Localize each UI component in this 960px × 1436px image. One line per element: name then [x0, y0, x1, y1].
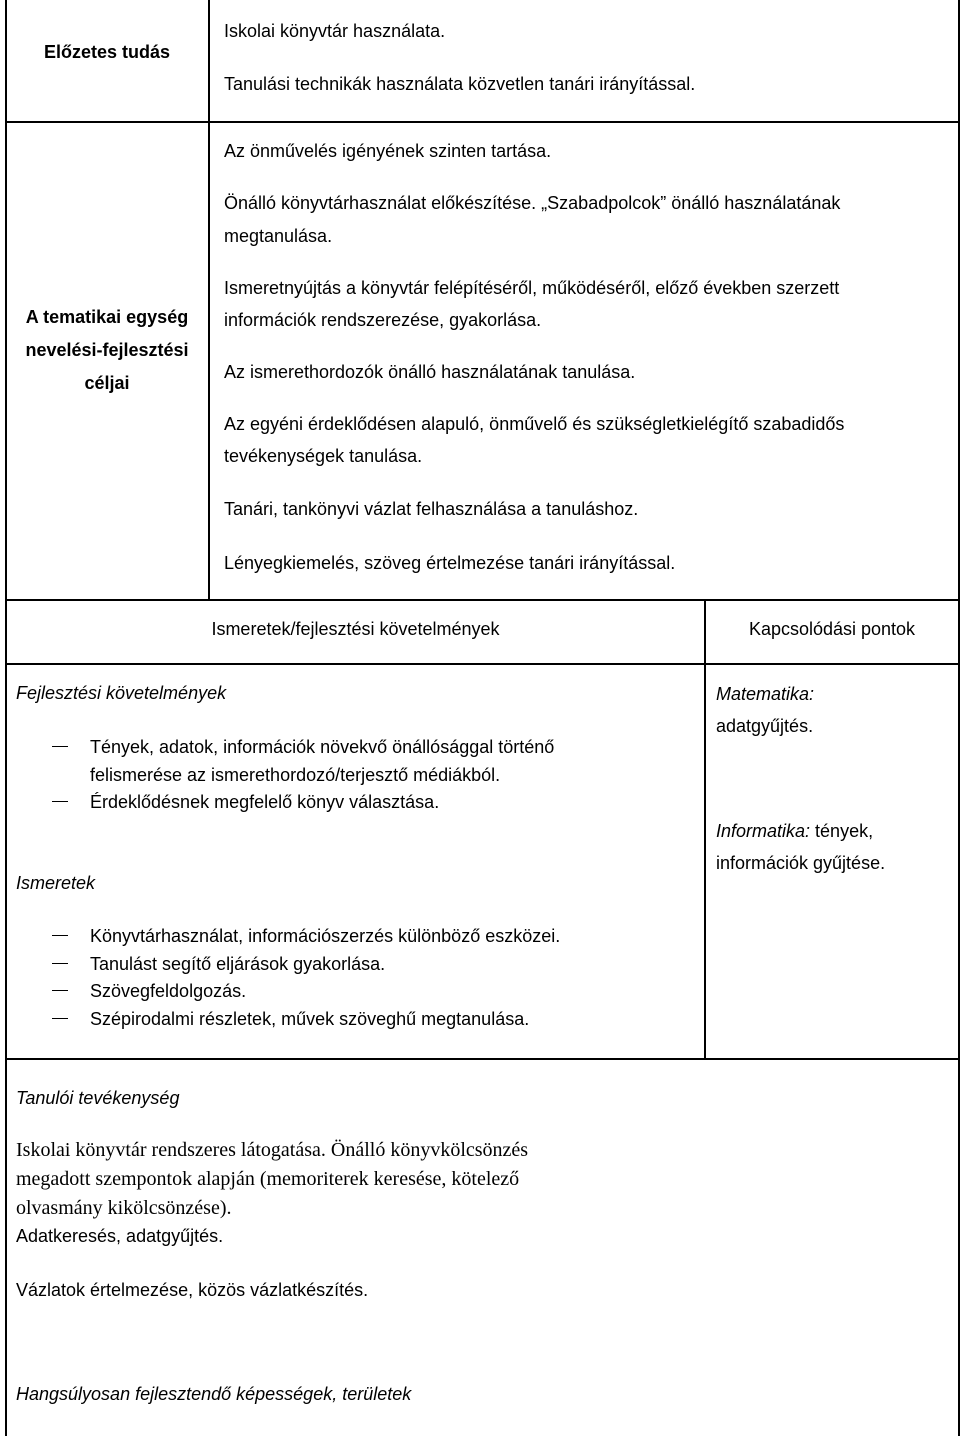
- adatkereses-text: Adatkeresés, adatgyűjtés.: [16, 1226, 224, 1246]
- fejlesztesi-kovetelmenyek-title: Fejlesztési követelmények: [16, 683, 227, 703]
- list-item: [90, 977, 246, 1005]
- matematika-label: Matematika:: [716, 684, 815, 704]
- dash-icon: [52, 990, 68, 991]
- cel-5a: Az egyéni érdeklődésen alapuló, önművelő és szükségletkielégítő szabadidős: [224, 414, 845, 434]
- list-item-text: Tények, adatok, információk növekvő önállósággal történő: [90, 737, 555, 757]
- tematikai-egyseg-label-2: nevelési-fejlesztési: [25, 340, 189, 360]
- dash-icon: [52, 801, 68, 802]
- bottom-table-top-border: [5, 599, 960, 601]
- informatika-text-b: információk gyűjtése.: [716, 853, 886, 873]
- dash-icon: [52, 1018, 68, 1019]
- list-item: [90, 922, 560, 950]
- list-item-text: Könyvtárhasználat, információszerzés különböző eszközei.: [90, 926, 561, 946]
- list-item: [90, 733, 554, 789]
- tanuloi-line-1: Iskolai könyvtár rendszeres látogatása. Önálló könyvkölcsönzés: [16, 1139, 529, 1161]
- cel-6: Tanári, tankönyvi vázlat felhasználása a tanuláshoz.: [224, 499, 639, 519]
- tanuloi-line-3: olvasmány kikölcsönzése).: [16, 1197, 232, 1219]
- top-table-divider: [208, 0, 210, 600]
- list-item: [90, 788, 439, 816]
- list-item: [90, 1005, 529, 1033]
- vazlatok-text: Vázlatok értelmezése, közös vázlatkészítés.: [16, 1280, 369, 1300]
- cel-2a: Önálló könyvtárhasználat előkészítése. „Szabadpolcok” önálló használatának: [224, 193, 841, 213]
- bottom-table-header-divider: [5, 663, 960, 665]
- ismeretek-title: Ismeretek: [16, 873, 96, 893]
- cel-5b: tevékenységek tanulása.: [224, 446, 423, 466]
- bottom-table-left-border: [5, 599, 7, 1436]
- hangsulyosan-title: Hangsúlyosan fejlesztendő képességek, területek: [16, 1384, 412, 1404]
- cel-1: Az önművelés igényének szinten tartása.: [224, 141, 552, 161]
- tanuloi-tevekenyseg-title: Tanulói tevékenység: [16, 1088, 180, 1108]
- cel-2b: megtanulása.: [224, 226, 333, 246]
- kapcsolodas-informatika: [716, 817, 873, 845]
- tematikai-egyseg-label-3: céljai: [84, 373, 130, 393]
- informatika-label: Informatika:: [716, 821, 811, 841]
- header-ismeretek: Ismeretek/fejlesztési követelmények: [211, 619, 500, 639]
- list-item-text: Szépirodalmi részletek, művek szöveghű megtanulása.: [90, 1009, 530, 1029]
- dash-icon: [52, 963, 68, 964]
- list-item-text: Tanulást segítő eljárások gyakorlása.: [90, 954, 386, 974]
- top-table-row-divider: [5, 121, 960, 123]
- list-item-text: felismerése az ismerethordozó/terjesztő médiákból.: [90, 765, 501, 785]
- cel-7: Lényegkiemelés, szöveg értelmezése tanári irányítással.: [224, 553, 676, 573]
- header-kapcsolodasi-pontok: Kapcsolódási pontok: [748, 619, 916, 639]
- informatika-text-a: tények,: [810, 821, 874, 841]
- list-item-text: Szövegfeldolgozás.: [90, 981, 247, 1001]
- dash-icon: [52, 746, 68, 747]
- dash-icon: [52, 935, 68, 936]
- bottom-table-section-divider: [5, 1058, 960, 1060]
- elozetes-tudas-line-1: Iskolai könyvtár használata.: [224, 21, 446, 41]
- matematika-text: adatgyűjtés.: [716, 716, 814, 736]
- elozetes-tudas-line-2: Tanulási technikák használata közvetlen tanári irányítással.: [224, 74, 696, 94]
- cel-3a: Ismeretnyújtás a könyvtár felépítéséről, működéséről, előző években szerzett: [224, 278, 840, 298]
- cel-4: Az ismerethordozók önálló használatának tanulása.: [224, 362, 636, 382]
- tematikai-egyseg-label-1: A tematikai egység: [25, 307, 189, 327]
- tanuloi-line-2: megadott szempontok alapján (memoriterek keresése, kötelező: [16, 1168, 520, 1190]
- list-item: [90, 950, 385, 978]
- elozetes-tudas-label: Előzetes tudás: [43, 42, 171, 62]
- list-item-text: Érdeklődésnek megfelelő könyv választása.: [90, 792, 440, 812]
- cel-3b: információk rendszerezése, gyakorlása.: [224, 310, 542, 330]
- kapcsolodas-matematika: [716, 680, 814, 708]
- bottom-table-column-divider: [704, 599, 706, 1059]
